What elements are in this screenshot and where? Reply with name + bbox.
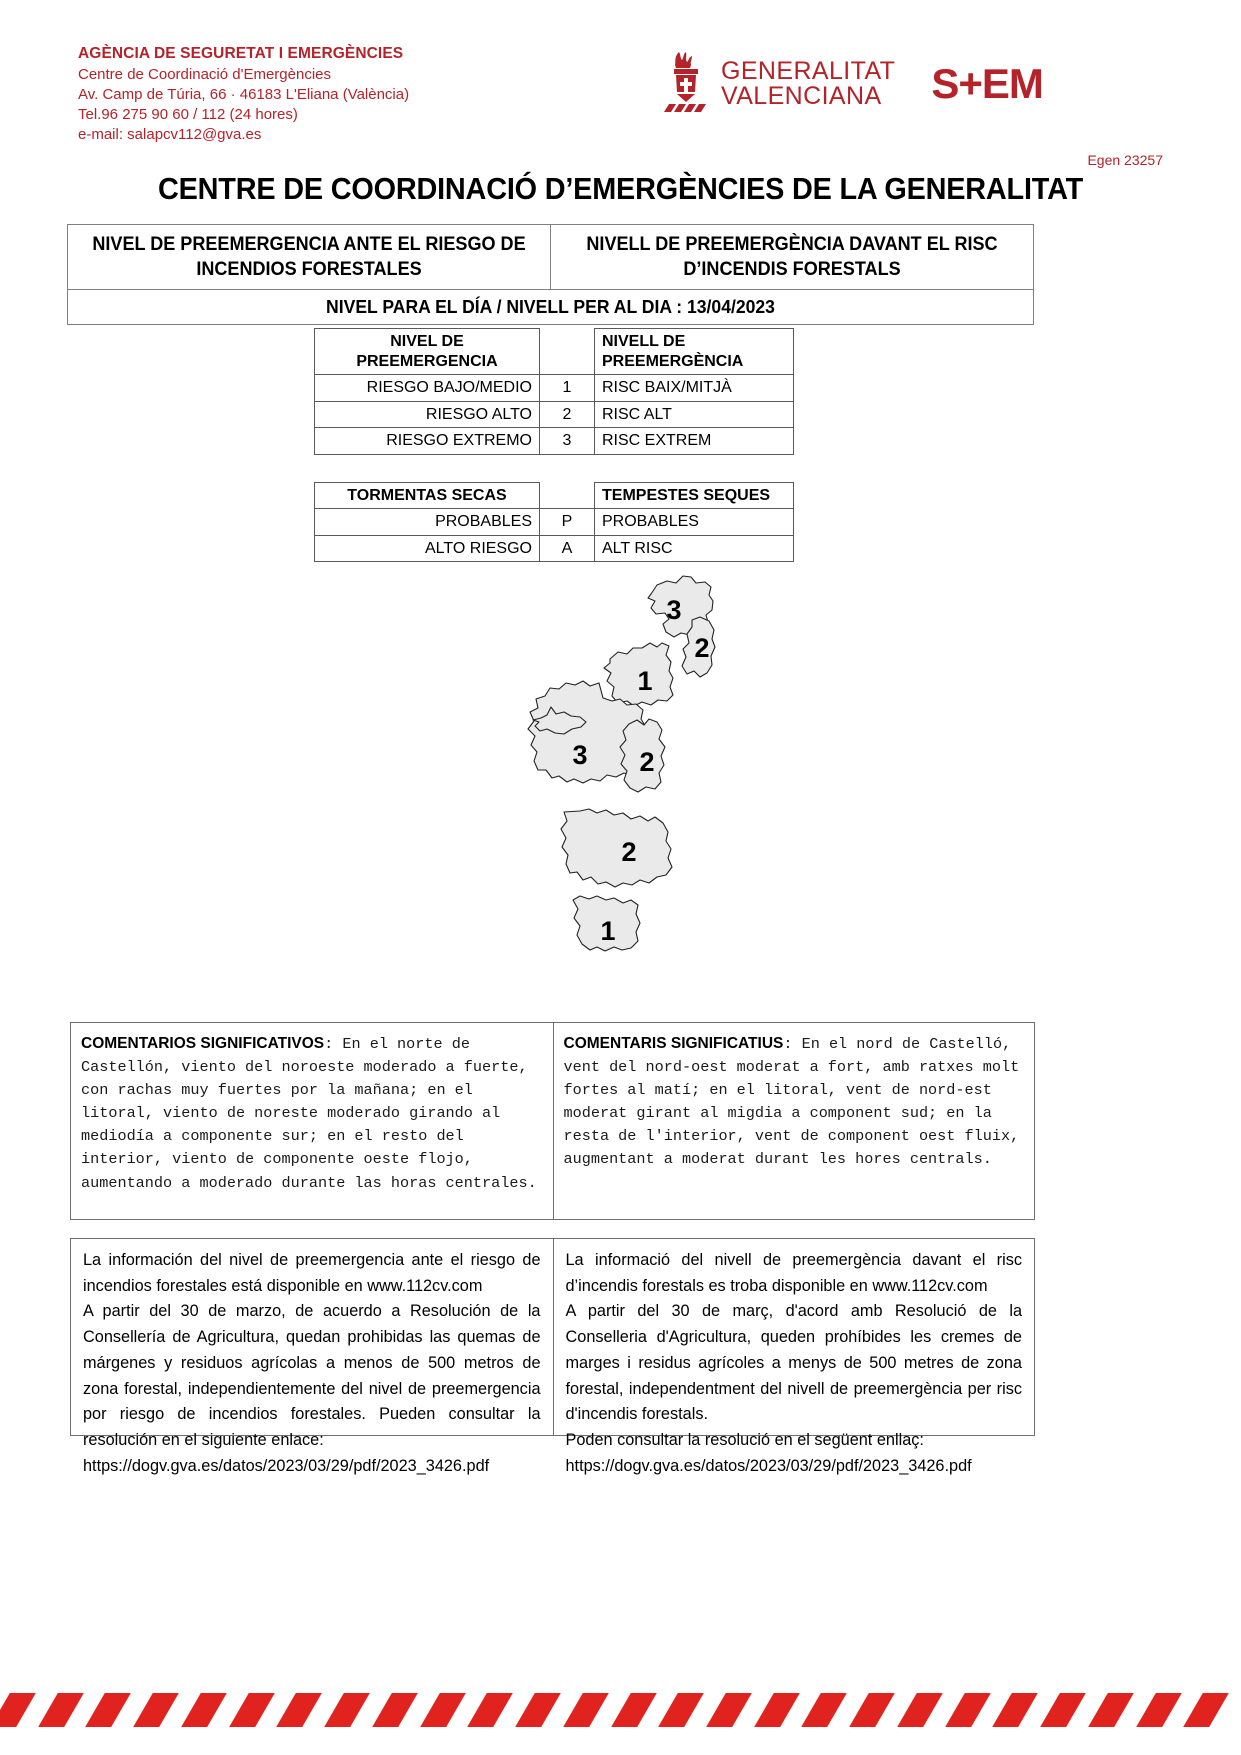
hazard-stripe-footer xyxy=(0,1693,1241,1727)
hazard-stripe xyxy=(749,1693,804,1727)
level-2-es: RIESGO ALTO xyxy=(315,401,540,428)
legend-container xyxy=(314,328,794,562)
hazard-stripe xyxy=(1131,1693,1186,1727)
table-row xyxy=(68,290,1034,325)
comment-cell-es xyxy=(71,1023,553,1219)
generalitat-wordmark xyxy=(721,56,896,110)
comment-label-ca: COMENTARIS SIGNIFICATIUS xyxy=(563,1035,784,1052)
legend-levels-table xyxy=(314,328,794,455)
hazard-stripe xyxy=(415,1693,470,1727)
comment-text-ca: : En el nord de Castelló, vent del nord-oest moderat a fort, amb ratxes molt fortes al matí; en el litoral, vent de nord-est moderat girant al migdia a component sud; en la resta de l'interior, vent de component oest fluix, augmentant a moderat durant les hores centrals. xyxy=(563,1035,1020,1169)
level-3-es: RIESGO EXTREMO xyxy=(315,428,540,455)
generalitat-word-line2: VALENCIANA xyxy=(721,81,882,110)
heading-cell-es xyxy=(68,225,551,290)
storm-a-ca: ALT RISC xyxy=(595,535,794,562)
hazard-stripe xyxy=(558,1693,613,1727)
zone-label-castello-interior: 1 xyxy=(636,666,653,696)
level-2-ca: RISC ALT xyxy=(595,401,794,428)
table-row xyxy=(315,509,794,536)
zone-label-alacant-nord: 2 xyxy=(620,837,637,867)
zone-alacant-nord xyxy=(561,809,672,887)
hazard-stripe xyxy=(988,1693,1043,1727)
level-3-ca: RISC EXTREM xyxy=(595,428,794,455)
storm-p-code: P xyxy=(540,509,595,536)
level-1-code: 1 xyxy=(540,375,595,402)
info-es-paragraph-1: La información del nivel de preemergencia ante el riesgo de incendios forestales está disponible en www.112cv.com xyxy=(83,1251,541,1295)
org-email: e-mail: salapcv112@gva.es xyxy=(78,126,262,144)
storm-a-es: ALTO RIESGO xyxy=(315,535,540,562)
heading-text-ca: NIVELL DE PREEMERGÈNCIA DAVANT EL RISC D’INCENDIS FORESTALS xyxy=(586,233,998,280)
information-box xyxy=(70,1238,1035,1475)
generalitat-emblem-icon xyxy=(663,50,709,117)
hazard-stripe xyxy=(511,1693,566,1727)
storms-header-spacer xyxy=(540,482,595,509)
hazard-stripe xyxy=(892,1693,947,1727)
table-row xyxy=(315,482,794,509)
table-row xyxy=(68,225,1034,290)
hazard-stripe xyxy=(797,1693,852,1727)
heading-cell-ca xyxy=(551,225,1034,290)
date-cell xyxy=(68,290,1034,325)
hazard-stripe xyxy=(272,1693,327,1727)
generalitat-valenciana-logo xyxy=(663,50,895,117)
levels-header-ca: NIVELL DE PREEMERGÈNCIA xyxy=(595,329,794,375)
hazard-stripe xyxy=(367,1693,422,1727)
date-text: NIVEL PARA EL DÍA / NIVELL PER AL DIA : 13/04/2023 xyxy=(326,296,775,317)
info-cell-ca xyxy=(553,1239,1035,1475)
org-title: AGÈNCIA DE SEGURETAT I EMERGÈNCIES xyxy=(78,45,404,62)
hazard-stripe xyxy=(0,1693,40,1727)
storms-header-es: TORMENTAS SECAS xyxy=(315,482,540,509)
info-ca-paragraph-3: Poden consultar la resolució en el següent enllaç: xyxy=(565,1431,924,1450)
hazard-stripe xyxy=(176,1693,231,1727)
hazard-stripe xyxy=(1036,1693,1091,1727)
hazard-stripe xyxy=(129,1693,184,1727)
storm-a-code: A xyxy=(540,535,595,562)
table-row xyxy=(315,401,794,428)
comment-cell-ca xyxy=(553,1023,1035,1219)
logo-area xyxy=(663,50,1043,117)
info-ca-paragraph-1: La informació del nivell de preemergència davant el risc d’incendis forestals es troba disponible en www.112cv.com xyxy=(565,1251,1022,1295)
level-2-code: 2 xyxy=(540,401,595,428)
comment-label-es: COMENTARIOS SIGNIFICATIVOS xyxy=(81,1035,325,1052)
table-row xyxy=(315,329,794,375)
zone-label-valencia-interior: 3 xyxy=(571,740,588,770)
egen-number: Egen 23257 xyxy=(1087,152,1163,168)
org-phone: Tel.96 275 90 60 / 112 (24 hores) xyxy=(78,105,298,123)
page-title: CENTRE DE COORDINACIÓ D’EMERGÈNCIES DE LA GENERALITAT xyxy=(157,171,1084,206)
heading-text-es: NIVEL DE PREEMERGENCIA ANTE EL RIESGO DE INCENDIOS FORESTALES xyxy=(92,233,526,280)
table-row xyxy=(315,375,794,402)
sem-logo: S+EM xyxy=(931,59,1043,107)
info-ca-link[interactable]: https://dogv.gva.es/datos/2023/03/29/pdf/2023_3426.pdf xyxy=(565,1456,972,1475)
generalitat-word-line1: GENERALITAT xyxy=(721,56,896,85)
levels-header-spacer xyxy=(540,329,595,375)
hazard-stripe xyxy=(224,1693,279,1727)
levels-header-es: NIVEL DE PREEMERGENCIA xyxy=(315,329,540,375)
zone-label-castello-nord: 3 xyxy=(665,595,682,625)
storms-header-ca: TEMPESTES SEQUES xyxy=(595,482,794,509)
hazard-stripe xyxy=(940,1693,995,1727)
zone-label-alacant-sud: 1 xyxy=(599,916,616,946)
map-svg xyxy=(471,548,771,968)
hazard-stripe xyxy=(702,1693,757,1727)
hazard-stripe xyxy=(1083,1693,1138,1727)
legend-spacer xyxy=(314,455,794,482)
info-cell-es xyxy=(71,1239,553,1475)
comment-text-es: : En el norte de Castellón, viento del noroeste moderado a fuerte, con rachas muy fuertes por la mañana; en el litoral, viento de noreste moderado girando al mediodía a componente sur; en el resto del interior, viento de componente oeste flojo, aumentando a moderado durante las horas centrales. xyxy=(81,1035,537,1192)
level-3-code: 3 xyxy=(540,428,595,455)
storm-p-ca: PROBABLES xyxy=(595,509,794,536)
org-address: Av. Camp de Túria, 66 · 46183 L'Eliana (València) xyxy=(78,85,410,103)
document-header xyxy=(78,44,1163,149)
organization-block xyxy=(78,44,409,145)
table-row xyxy=(315,428,794,455)
hazard-stripe xyxy=(654,1693,709,1727)
hazard-stripe xyxy=(320,1693,375,1727)
info-es-link[interactable]: https://dogv.gva.es/datos/2023/03/29/pdf/2023_3426.pdf xyxy=(83,1456,490,1475)
level-1-ca: RISC BAIX/MITJÀ xyxy=(595,375,794,402)
hazard-stripe xyxy=(1179,1693,1234,1727)
info-es-paragraph-2: A partir del 30 de marzo, de acuerdo a Resolución de la Consellería de Agricultura, quedan prohibidas las quemas de márgenes y residuos agrícolas a menos de 500 metros de zona forestal, independientemente del nivel de preemergencia por riesgo de incendios forestales. Pueden consultar la resolución en el siguiente enlace: xyxy=(83,1302,541,1450)
org-center-name: Centre de Coordinació d'Emergències xyxy=(78,65,332,83)
significant-comments-box xyxy=(70,1022,1035,1220)
hazard-stripe xyxy=(33,1693,88,1727)
risk-map xyxy=(0,548,1241,993)
hazard-stripe xyxy=(606,1693,661,1727)
hazard-stripe xyxy=(463,1693,518,1727)
level-1-es: RIESGO BAJO/MEDIO xyxy=(315,375,540,402)
hazard-stripe xyxy=(845,1693,900,1727)
hazard-stripe xyxy=(81,1693,136,1727)
zone-label-castello-litoral: 2 xyxy=(693,633,710,663)
risk-heading-table xyxy=(67,224,1034,325)
storm-p-es: PROBABLES xyxy=(315,509,540,536)
zone-label-valencia-litoral: 2 xyxy=(638,747,655,777)
info-ca-paragraph-2: A partir del 30 de març, d'acord amb Resolució de la Conselleria d'Agricultura, queden prohíbides les cremes de marges i residus agrícoles a menys de 500 metres de zona forestal, independentment del nivell de preemergència per risc d'incendis forestals. xyxy=(565,1302,1022,1424)
